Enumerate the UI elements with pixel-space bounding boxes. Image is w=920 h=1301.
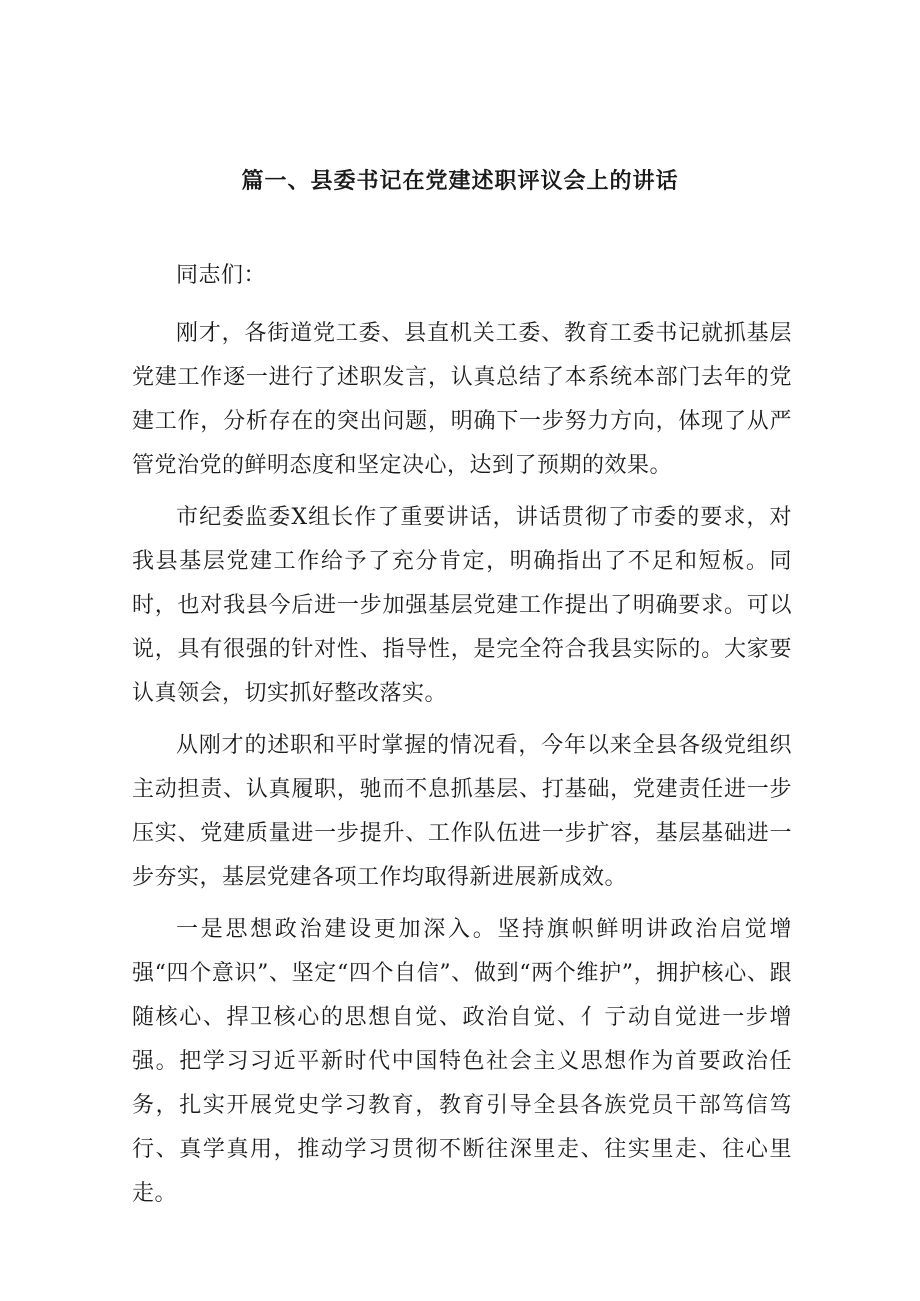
paragraph-2: 市纪委监委X组长作了重要讲话，讲话贯彻了市委的要求，对我县基层党建工作给予了充分肯定，明确指出了不足和短板。同时，也对我县今后进一步加强基层党建工作提出了明确要求。可以说，具有很强的针对性、指导性，是完全符合我县实际的。大家要认真领会，切实抓好整改落实。	[132, 505, 792, 706]
document-body	[132, 254, 792, 1224]
paragraph-4: 一是思想政治建设更加深入。坚持旗帜鲜明讲政治启觉增强“四个意识”、坚定“四个自信”、做到“两个维护”，拥护核心、跟随核心、捍卫核心的思想自觉、政治自觉、亻亍动自觉进一步增强。把学习习近平新时代中国特色社会主义思想作为首要政治任务，扎实开展党史学习教育，教育引导全县各族党员干部笃信笃行、真学真用，推动学习贯彻不断往深里走、往实里走、往心里走。	[132, 917, 792, 1206]
document-title: 篇一、县委书记在党建述职评议会上的讲话	[241, 169, 679, 194]
paragraph-3: 从刚才的述职和平时掌握的情况看，今年以来全县各级党组织主动担责、认真履职，驰而不息抓基层、打基础，党建责任进一步压实、党建质量进一步提升、工作队伍进一步扩容，基层基础进一步夯实，基层党建各项工作均取得新进展新成效。	[132, 733, 792, 890]
salutation: 同志们：	[176, 263, 267, 288]
paragraph-1: 刚才，各街道党工委、县直机关工委、教育工委书记就抓基层党建工作逐一进行了述职发言，认真总结了本系统本部门去年的党建工作，分析存在的突出问题，明确下一步努力方向，体现了从严管党治党的鲜明态度和坚定决心，达到了预期的效果。	[132, 321, 792, 478]
